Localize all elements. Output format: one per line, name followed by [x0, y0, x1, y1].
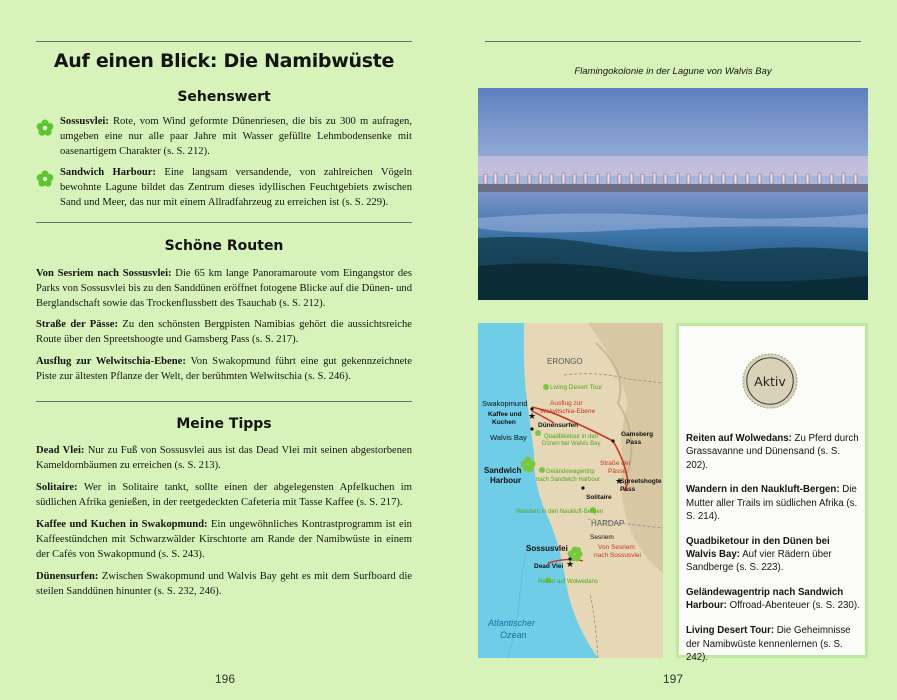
page-title: Auf einen Blick: Die Namibwüste	[53, 50, 395, 72]
namib-region-map	[478, 323, 663, 658]
map-label-spreetshogte-pass: Pass	[620, 486, 636, 493]
map-label-hardap: HARDAP	[591, 519, 625, 528]
aktiv-list	[686, 432, 862, 676]
svg-text:★: ★	[615, 476, 624, 486]
tipp-item-kaffee: Kaffee und Kuchen in Swakopmund: Ein ungewöhnliches Kontrastprogramm ist ein Kaffeestündchen mit Schwarzwälder Kirschtorte am Rande der Namibwüste in einem der Cafés von Swakopmund (s. S. 243).	[36, 519, 412, 560]
map-route-gelaende: Geländewagentrip	[546, 469, 595, 475]
map-route-quad: Quadbiketour in den	[544, 434, 599, 440]
map-label-sossusvlei: Sossusvlei	[526, 544, 568, 553]
aktiv-item: Living Desert Tour: Die Geheimnisse der Namibwüste kennenlernen (s. S. 242).	[686, 625, 851, 663]
map-route-reiten: Reiten auf Wolwedans	[538, 579, 598, 585]
top-rule	[36, 41, 412, 42]
tipp-item-solitaire: Solitaire: Wer in Solitaire tankt, sollte einen der abgelegensten Apfelkuchen im südlichen Afrika genießen, in der reetgedeckten Cafeteria mit Tasse Kaffee (s. S. 217).	[36, 482, 412, 508]
section-rule	[36, 401, 412, 402]
map-label-erongo: ERONGO	[547, 357, 583, 366]
top-rule	[485, 41, 861, 42]
map-label-gamsberg-pass: Pass	[626, 439, 642, 446]
svg-text:★: ★	[528, 411, 537, 421]
svg-text:★: ★	[566, 559, 575, 569]
aktiv-item: Geländewagentrip nach Sandwich Harbour: Offroad-Abenteuer (s. S. 230).	[686, 587, 860, 612]
map-label-duenensurfen: Dünensurfen	[538, 422, 579, 429]
sehenswert-item-sandwich: Sandwich Harbour: Eine langsam versandende, von zahlreichen Vögeln bewohnte Lagune bildet das Zentrum dieses idyllischen Feuchtgebiets zwischen Sand und Meer, das nur mit einem Allradfahrzeug zu erreichen ist (s. S. 229).	[60, 167, 413, 208]
aktiv-item: Wandern in den Naukluft-Bergen: Die Mutter aller Trails im südlichen Afrika (s. S. 214).	[686, 484, 858, 522]
flamingo-lagoon-photo	[478, 88, 868, 300]
map-label-kuchen: Kuchen	[492, 419, 516, 426]
map-label-spreetshogte: Spreetshogte	[620, 478, 662, 485]
photo-caption: Flamingokolonie in der Lagune von Walvis Bay	[574, 66, 772, 77]
map-route-strasse: Straße der	[600, 460, 631, 467]
map-route-welwitschia-2: Welwitschia-Ebene	[540, 408, 596, 415]
page-number: 197	[663, 672, 684, 686]
tipp-item-deadvlei: Dead Vlei: Nur zu Fuß von Sossusvlei aus ist das Dead Vlei mit seinen abgestorbenen Kameldornbäumen zu erreichen (s. S. 213).	[36, 445, 412, 471]
map-label-kaffee: Kaffee und	[488, 411, 522, 418]
map-route-vonsesriem-2: nach Sossusvlei	[594, 552, 641, 559]
map-label-ocean: Atlantischer	[488, 618, 536, 628]
aktiv-badge-label: Aktiv	[754, 373, 786, 389]
route-item-paesse: Straße der Pässe: Zu den schönsten Bergpisten Namibias gehört die aussichtsreiche Route über den Spreetshoogte und Gamsberg Pass (s. S. 217).	[36, 319, 412, 345]
aktiv-badge	[741, 352, 799, 410]
left-page	[0, 0, 448, 700]
map-label-sesriem: Sesriem	[590, 534, 614, 541]
map-label-ocean-2: Ozean	[500, 630, 527, 640]
page-number: 196	[215, 672, 236, 686]
map-label-deadvlei: Dead Vlei	[534, 563, 564, 570]
map-route-vonsesriem: Von Sesriem	[598, 544, 635, 551]
map-route-naukluft: Wandern in den Naukluft-Bergen	[516, 509, 604, 515]
map-label-walvis: Walvis Bay	[490, 433, 527, 442]
map-route-quad-2: Dünen bei Walvis Bay	[542, 441, 601, 447]
star-flower-icon	[36, 119, 54, 137]
aktiv-item: Reiten auf Wolwedans: Zu Pferd durch Grassavanne und Dünensand (s. S. 202).	[686, 433, 859, 471]
map-label-swakopmund: Swakopmund	[482, 399, 528, 408]
map-label-harbour: Harbour	[490, 476, 522, 485]
route-item-welwitschia: Ausflug zur Welwitschia-Ebene: Von Swakopmund führt eine gut gekennzeichnete Piste zur ältesten Pflanze der Welt, der berühmten Welwitschia (s. S. 246).	[36, 356, 413, 382]
map-label-sandwich: Sandwich	[484, 466, 522, 475]
sehenswert-heading: Sehenswert	[177, 89, 271, 105]
section-rule	[36, 222, 412, 223]
map-route-strasse-2: Pässe	[608, 468, 627, 475]
star-flower-icon	[36, 170, 54, 188]
map-label-solitaire: Solitaire	[586, 494, 612, 501]
tipps-heading: Meine Tipps	[176, 416, 272, 432]
routen-heading: Schöne Routen	[164, 238, 284, 254]
sehenswert-item-sossusvlei: Sossusvlei: Rote, vom Wind geformte Dünenriesen, die bis zu 300 m aufragen, umgeben eine nur alle paar Jahre mit Wasser gefüllte Lehmbodensenke mit oasenartigem Charakter (s. S. 212).	[60, 116, 412, 157]
map-label-gamsberg: Gamsberg	[621, 431, 654, 438]
tipp-item-duenensurfen: Dünensurfen: Zwischen Swakopmund und Walvis Bay geht es mit dem Surfboard die steilen Sanddünen hinunter (s. S. 232, 246).	[36, 571, 412, 597]
aktiv-item: Quadbiketour in den Dünen bei Walvis Bay: Auf vier Rädern über Sandberge (s. S. 223).	[686, 535, 832, 574]
map-route-living: Living Desert Tour	[550, 384, 603, 391]
map-route-welwitschia: Ausflug zur	[550, 400, 583, 407]
route-item-sesriem: Von Sesriem nach Sossusvlei: Die 65 km lange Panoramaroute vom Eingangstor des Parks von Sossusvlei bis zu den Sanddünen eröffnet fotogene Blicke auf die Dünen- und Berglandschaft sowie das Trockenflussbett des Tsauchab (s. S. 212).	[36, 268, 413, 309]
map-route-gelaende-2: nach Sandwich Harbour	[536, 477, 601, 483]
